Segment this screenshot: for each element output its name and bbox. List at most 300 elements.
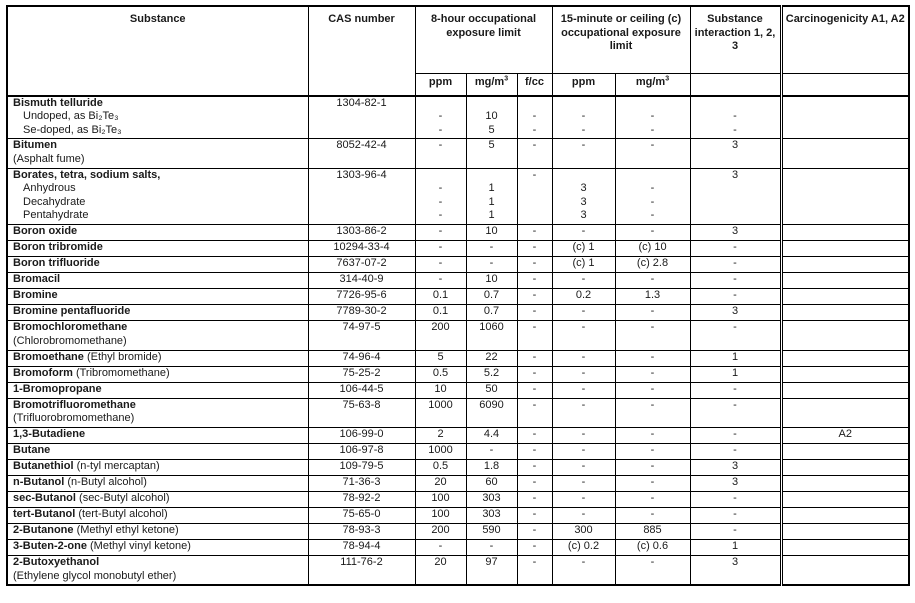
mg-cell: -	[466, 241, 517, 257]
mg-value: 5	[488, 123, 495, 136]
inter-cell: -	[690, 444, 781, 460]
fcc-cell: -	[517, 444, 552, 460]
ppm-cell: 1000	[415, 398, 466, 428]
carcinogenicity-cell	[781, 476, 909, 492]
substance-cell	[7, 382, 308, 398]
inter-cell: 1	[690, 350, 781, 366]
mg-cell: 10	[466, 225, 517, 241]
carcinogenicity-cell	[781, 257, 909, 273]
carcinogenicity-cell	[781, 366, 909, 382]
fcc-cell: -	[517, 382, 552, 398]
table-row	[7, 508, 909, 524]
fcc-cell: -	[517, 524, 552, 540]
substance-name: Boron tribromide	[13, 241, 103, 253]
fcc-cell: -	[517, 540, 552, 556]
table-row	[7, 492, 909, 508]
mg-cell: 303	[466, 508, 517, 524]
cas-number-cell: 75-63-8	[308, 398, 415, 428]
ppm15-cell: -	[552, 305, 615, 321]
substance-name: Butane	[13, 444, 51, 456]
unit-ppm-15: ppm	[552, 73, 615, 96]
substance-name: Borates, tetra, sodium salts,	[13, 168, 161, 181]
table-body	[7, 96, 909, 586]
substance-name: Bromochloromethane	[13, 321, 128, 333]
fcc-cell	[517, 96, 552, 139]
substance-name: sec-Butanol	[13, 492, 76, 504]
fcc-cell: -	[517, 476, 552, 492]
cas-number-cell: 10294-33-4	[308, 241, 415, 257]
ppm15-cell: -	[552, 556, 615, 586]
inter-cell: -	[690, 273, 781, 289]
cas-number-cell: 7637-07-2	[308, 257, 415, 273]
substance-variant: Anhydrous	[23, 182, 76, 194]
mg15-cell: -	[615, 460, 690, 476]
mg15-value: -	[650, 182, 655, 194]
substance-synonym: (Chlorobromomethane)	[13, 334, 127, 347]
ppm-cell	[415, 168, 466, 225]
ppm-cell: 10	[415, 382, 466, 398]
mg15-value: -	[650, 123, 655, 136]
cas-number-cell: 8052-42-4	[308, 139, 415, 169]
ppm-cell: 0.5	[415, 366, 466, 382]
fcc-cell: -	[517, 139, 552, 169]
substance-cell	[7, 444, 308, 460]
ppm-cell: 20	[415, 556, 466, 586]
mg15-cell: (c) 0.6	[615, 540, 690, 556]
table-row	[7, 139, 909, 169]
mg-cell: 0.7	[466, 305, 517, 321]
substance-synonym: (Trifluorobromomethane)	[13, 412, 135, 424]
substance-name: Bromine pentafluoride	[13, 305, 131, 317]
substance-cell	[7, 556, 308, 586]
table-row	[7, 444, 909, 460]
ppm-cell: 1000	[415, 444, 466, 460]
mg15-value: -	[650, 209, 655, 221]
substance-name: Bromoethane	[13, 350, 84, 363]
carcinogenicity-cell	[781, 540, 909, 556]
substance-synonym: (Ethyl bromide)	[86, 350, 162, 363]
mg15-cell: 885	[615, 524, 690, 540]
cas-number-cell: 7726-95-6	[308, 289, 415, 305]
substance-name: Boron oxide	[13, 225, 78, 237]
table-row	[7, 225, 909, 241]
mg-cell	[466, 168, 517, 225]
substance-synonym: (n-tyl mercaptan)	[76, 460, 160, 472]
mg15-cell: -	[615, 350, 690, 366]
header-15-minute-limit: 15-minute or ceiling (c) occupational exposure limit	[552, 6, 690, 73]
cas-number-cell: 106-44-5	[308, 382, 415, 398]
mg-value: 1	[488, 182, 495, 194]
cas-number-cell: 314-40-9	[308, 273, 415, 289]
fcc-cell: -	[517, 398, 552, 428]
fcc-cell: -	[517, 508, 552, 524]
ppm15-cell: (c) 1	[552, 257, 615, 273]
cas-number-cell: 1303-86-2	[308, 225, 415, 241]
table-row	[7, 366, 909, 382]
substance-cell	[7, 398, 308, 428]
mg-value: 1	[488, 195, 495, 208]
table-row	[7, 96, 909, 139]
substance-name: tert-Butanol	[13, 508, 76, 520]
mg15-cell: (c) 2.8	[615, 257, 690, 273]
carcinogenicity-cell: A2	[781, 428, 909, 444]
inter-cell: -	[690, 257, 781, 273]
substance-cell	[7, 366, 308, 382]
cas-number-cell: 106-97-8	[308, 444, 415, 460]
ppm-value: -	[438, 209, 443, 221]
carcinogenicity-cell	[781, 556, 909, 586]
mg15-cell: -	[615, 366, 690, 382]
substance-cell	[7, 257, 308, 273]
table-row	[7, 257, 909, 273]
mg15-cell	[615, 168, 690, 225]
unit-interaction-blank	[690, 73, 781, 96]
table-row	[7, 305, 909, 321]
mg15-cell: -	[615, 428, 690, 444]
ppm15-cell: -	[552, 492, 615, 508]
inter-cell: -	[690, 398, 781, 428]
ppm-cell: 0.1	[415, 289, 466, 305]
ppm15-cell: 0.2	[552, 289, 615, 305]
ppm-cell: -	[415, 257, 466, 273]
cas-number-cell: 74-97-5	[308, 321, 415, 351]
mg15-cell: -	[615, 382, 690, 398]
fcc-cell: -	[517, 492, 552, 508]
ppm-value: -	[438, 123, 443, 136]
ppm15-cell: -	[552, 321, 615, 351]
mg15-cell: -	[615, 556, 690, 586]
table-row	[7, 273, 909, 289]
inter-cell: -	[690, 289, 781, 305]
mg-cell: 1060	[466, 321, 517, 351]
mg15-value: -	[650, 195, 655, 208]
inter-cell: -	[690, 321, 781, 351]
cas-number-cell: 1303-96-4	[308, 168, 415, 225]
header-cas: CAS number	[308, 6, 415, 96]
carcinogenicity-cell	[781, 168, 909, 225]
ppm-cell: 200	[415, 321, 466, 351]
header-8-hour-limit: 8-hour occupational exposure limit	[415, 6, 552, 73]
substance-synonym: (Ethylene glycol monobutyl ether)	[13, 569, 177, 582]
inter-cell	[690, 96, 781, 139]
substance-name: 1-Bromopropane	[13, 382, 102, 395]
carcinogenicity-cell	[781, 382, 909, 398]
substance-cell	[7, 321, 308, 351]
ppm-cell: 5	[415, 350, 466, 366]
mg15-value: -	[650, 110, 655, 122]
ppm-value: -	[438, 182, 443, 194]
substance-cell	[7, 305, 308, 321]
inter-cell: -	[690, 382, 781, 398]
carcinogenicity-cell	[781, 139, 909, 169]
substance-variant: Pentahydrate	[23, 209, 89, 221]
ppm15-cell: 300	[552, 524, 615, 540]
exposure-limits-table	[6, 5, 910, 586]
cas-number-cell: 111-76-2	[308, 556, 415, 586]
ppm-cell: -	[415, 241, 466, 257]
ppm-cell: 100	[415, 508, 466, 524]
mg-cell: 50	[466, 382, 517, 398]
substance-name: Butanethiol	[13, 460, 74, 472]
substance-cell	[7, 139, 308, 169]
carcinogenicity-cell	[781, 492, 909, 508]
cas-number-cell: 7789-30-2	[308, 305, 415, 321]
inter-cell: 3	[690, 139, 781, 169]
unit-fcc: f/cc	[517, 73, 552, 96]
ppm15-value: 3	[580, 195, 587, 208]
table-row	[7, 350, 909, 366]
mg-value: 10	[485, 110, 498, 122]
ppm-value: -	[438, 195, 443, 208]
inter-cell: 3	[690, 225, 781, 241]
header-substance: Substance	[7, 6, 308, 96]
cas-number-cell: 106-99-0	[308, 428, 415, 444]
ppm15-cell: -	[552, 398, 615, 428]
mg-cell: 10	[466, 273, 517, 289]
substance-name: Bromotrifluoromethane	[13, 398, 136, 411]
cas-number-cell: 78-92-2	[308, 492, 415, 508]
ppm-cell: 100	[415, 492, 466, 508]
ppm15-value: -	[581, 110, 586, 122]
ppm-cell: 200	[415, 524, 466, 540]
fcc-cell: -	[517, 460, 552, 476]
substance-synonym: (Methyl vinyl ketone)	[90, 540, 191, 552]
substance-variant: Undoped, as Bi₂Te₃	[23, 110, 119, 122]
cas-number-cell: 1304-82-1	[308, 96, 415, 139]
carcinogenicity-cell	[781, 524, 909, 540]
ppm15-cell: -	[552, 508, 615, 524]
cas-number-cell: 75-25-2	[308, 366, 415, 382]
carcinogenicity-cell	[781, 508, 909, 524]
ppm15-cell: -	[552, 350, 615, 366]
unit-ppm: ppm	[415, 73, 466, 96]
table-row	[7, 382, 909, 398]
mg15-cell: -	[615, 476, 690, 492]
mg15-cell: (c) 10	[615, 241, 690, 257]
ppm-cell: -	[415, 273, 466, 289]
ppm15-cell	[552, 96, 615, 139]
inter-cell: 1	[690, 540, 781, 556]
mg-cell: -	[466, 257, 517, 273]
fcc-cell: -	[517, 289, 552, 305]
fcc-cell: -	[517, 428, 552, 444]
mg15-cell: -	[615, 225, 690, 241]
mg-cell: 97	[466, 556, 517, 586]
substance-cell	[7, 460, 308, 476]
carcinogenicity-cell	[781, 305, 909, 321]
table-row	[7, 321, 909, 351]
ppm-value: -	[438, 110, 443, 122]
carcinogenicity-cell	[781, 273, 909, 289]
substance-name: Bismuth telluride	[13, 96, 103, 109]
cas-number-cell: 74-96-4	[308, 350, 415, 366]
fcc-cell: -	[517, 321, 552, 351]
cas-number-cell: 109-79-5	[308, 460, 415, 476]
mg15-cell: -	[615, 139, 690, 169]
substance-synonym: (tert-Butyl alcohol)	[78, 508, 168, 520]
mg15-cell: -	[615, 508, 690, 524]
substance-synonym: (Methyl ethyl ketone)	[76, 524, 179, 536]
inter-cell: 3	[690, 460, 781, 476]
table-row	[7, 289, 909, 305]
mg-cell: 6090	[466, 398, 517, 428]
substance-name: Bromacil	[13, 273, 61, 285]
table-row	[7, 524, 909, 540]
ppm15-cell: (c) 0.2	[552, 540, 615, 556]
header-carcinogenicity: Carcinogenicity A1, A2	[781, 6, 909, 73]
fcc-value: -	[532, 110, 537, 122]
substance-cell	[7, 225, 308, 241]
substance-cell	[7, 524, 308, 540]
ppm15-cell: -	[552, 366, 615, 382]
mg15-cell	[615, 96, 690, 139]
mg-cell	[466, 96, 517, 139]
substance-cell	[7, 492, 308, 508]
header-substance-interaction: Substance interaction 1, 2, 3	[690, 6, 781, 73]
carcinogenicity-cell	[781, 241, 909, 257]
mg-cell: -	[466, 540, 517, 556]
substance-name: Bromine	[13, 289, 58, 301]
ppm15-cell	[552, 168, 615, 225]
table-row	[7, 168, 909, 225]
ppm-cell: 0.1	[415, 305, 466, 321]
mg-cell: -	[466, 444, 517, 460]
ppm15-cell: -	[552, 444, 615, 460]
table-row	[7, 460, 909, 476]
carcinogenicity-cell	[781, 289, 909, 305]
ppm15-cell: -	[552, 273, 615, 289]
ppm15-value: 3	[580, 209, 587, 221]
cas-number-cell: 78-94-4	[308, 540, 415, 556]
ppm15-cell: (c) 1	[552, 241, 615, 257]
fcc-value: -	[532, 123, 537, 136]
fcc-cell: -	[517, 556, 552, 586]
mg15-cell: -	[615, 398, 690, 428]
substance-name: 2-Butanone	[13, 524, 74, 536]
ppm-cell	[415, 96, 466, 139]
mg-cell: 1.8	[466, 460, 517, 476]
mg15-cell: -	[615, 444, 690, 460]
ppm-cell: 2	[415, 428, 466, 444]
ppm15-cell: -	[552, 139, 615, 169]
fcc-cell: -	[517, 350, 552, 366]
substance-name: Bromoform	[13, 366, 73, 379]
substance-variant: Se-doped, as Bi₂Te₃	[23, 123, 122, 136]
substance-name: Boron trifluoride	[13, 257, 100, 269]
mg-cell: 303	[466, 492, 517, 508]
carcinogenicity-cell	[781, 350, 909, 366]
ppm-cell: -	[415, 139, 466, 169]
substance-name: 1,3-Butadiene	[13, 428, 86, 440]
substance-cell	[7, 428, 308, 444]
substance-synonym: (Tribromomethane)	[75, 366, 170, 379]
ppm15-value: 3	[580, 182, 587, 194]
cas-number-cell: 71-36-3	[308, 476, 415, 492]
unit-mg-m3-15: $mg/m^3$	[615, 73, 690, 96]
substance-cell	[7, 350, 308, 366]
unit-carcinogenicity-blank	[781, 73, 909, 96]
ppm15-cell: -	[552, 428, 615, 444]
substance-cell	[7, 96, 308, 139]
fcc-cell: -	[517, 305, 552, 321]
inter-cell: -	[690, 524, 781, 540]
substance-cell	[7, 168, 308, 225]
inter-cell: 3	[690, 305, 781, 321]
table-row	[7, 540, 909, 556]
inter-cell: -	[690, 492, 781, 508]
fcc-cell: -	[517, 273, 552, 289]
carcinogenicity-cell	[781, 444, 909, 460]
inter-cell: 3	[690, 168, 781, 225]
mg15-cell: -	[615, 305, 690, 321]
substance-name: n-Butanol	[13, 476, 65, 488]
table-row	[7, 556, 909, 586]
ppm15-value: -	[581, 123, 586, 136]
ppm15-cell: -	[552, 476, 615, 492]
mg-cell: 0.7	[466, 289, 517, 305]
carcinogenicity-cell	[781, 321, 909, 351]
table-row	[7, 241, 909, 257]
fcc-cell: -	[517, 241, 552, 257]
fcc-cell: -	[517, 168, 552, 225]
header-row	[7, 6, 909, 73]
mg-cell: 5.2	[466, 366, 517, 382]
substance-synonym: (sec-Butyl alcohol)	[79, 492, 170, 504]
fcc-cell: -	[517, 225, 552, 241]
substance-name: Bitumen	[13, 139, 57, 151]
substance-cell	[7, 508, 308, 524]
inter-value: -	[733, 123, 737, 136]
substance-cell	[7, 241, 308, 257]
inter-cell: 3	[690, 476, 781, 492]
cas-number-cell: 78-93-3	[308, 524, 415, 540]
ppm-cell: -	[415, 540, 466, 556]
ppm15-cell: -	[552, 382, 615, 398]
fcc-cell: -	[517, 257, 552, 273]
mg-cell: 5	[466, 139, 517, 169]
carcinogenicity-cell	[781, 398, 909, 428]
inter-value: -	[733, 110, 737, 122]
inter-cell: 3	[690, 556, 781, 586]
mg-cell: 22	[466, 350, 517, 366]
substance-name: 3-Buten-2-one	[13, 540, 87, 552]
carcinogenicity-cell	[781, 460, 909, 476]
carcinogenicity-cell	[781, 96, 909, 139]
ppm-cell: -	[415, 225, 466, 241]
substance-cell	[7, 273, 308, 289]
ppm15-cell: -	[552, 460, 615, 476]
carcinogenicity-cell	[781, 225, 909, 241]
ppm-cell: 0.5	[415, 460, 466, 476]
table-row	[7, 476, 909, 492]
unit-mg-m3: $mg/m^3$	[466, 73, 517, 96]
substance-name: 2-Butoxyethanol	[13, 556, 100, 568]
ppm15-cell: -	[552, 225, 615, 241]
inter-cell: -	[690, 508, 781, 524]
inter-cell: -	[690, 241, 781, 257]
mg15-cell: -	[615, 273, 690, 289]
inter-cell: 1	[690, 366, 781, 382]
substance-synonym: (Asphalt fume)	[13, 152, 85, 165]
mg15-cell: -	[615, 321, 690, 351]
mg-value: 1	[488, 209, 495, 221]
table-row	[7, 398, 909, 428]
inter-cell: -	[690, 428, 781, 444]
substance-variant: Decahydrate	[23, 195, 86, 208]
ppm-cell: 20	[415, 476, 466, 492]
cas-number-cell: 75-65-0	[308, 508, 415, 524]
substance-synonym: (n-Butyl alcohol)	[67, 476, 147, 488]
